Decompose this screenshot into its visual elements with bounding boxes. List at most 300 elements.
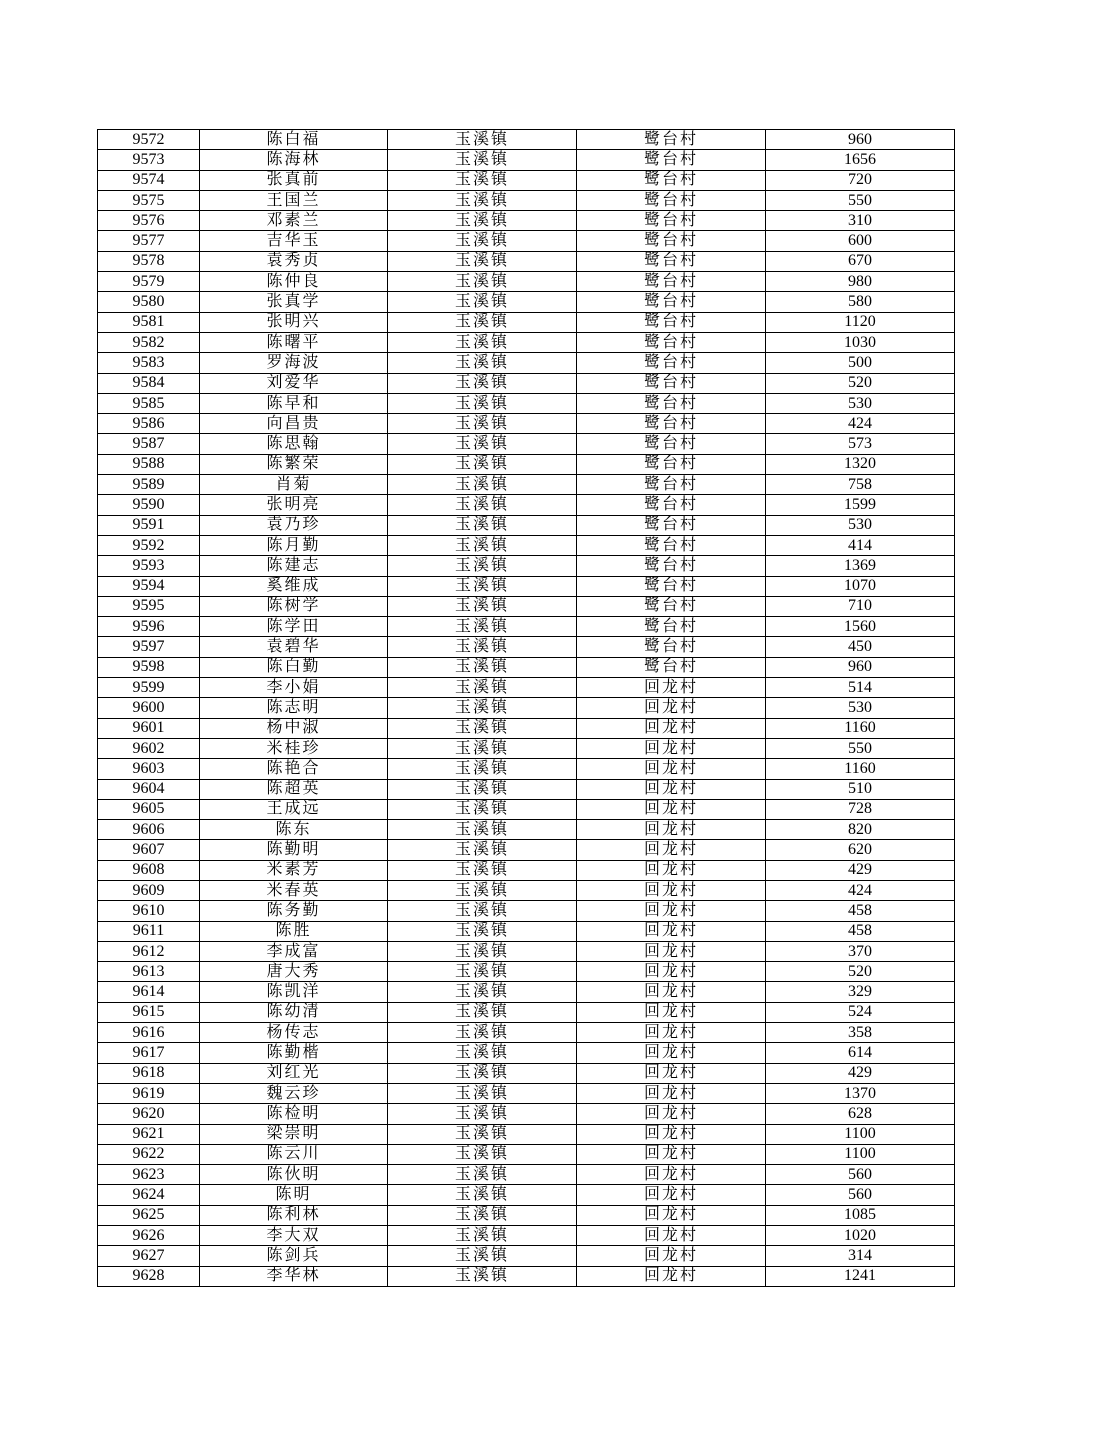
amount-cell: 510: [766, 779, 955, 799]
amount-cell: 520: [766, 962, 955, 982]
village-cell: 回龙村: [577, 799, 766, 819]
village-cell: 鹭台村: [577, 434, 766, 454]
table-row: [98, 312, 955, 332]
village-cell: 鹭台村: [577, 353, 766, 373]
name-cell: 肖菊: [200, 475, 388, 495]
amount-cell: 1100: [766, 1144, 955, 1164]
village-cell: 鹭台村: [577, 475, 766, 495]
town-cell: 玉溪镇: [388, 556, 577, 576]
town-cell: 玉溪镇: [388, 678, 577, 698]
table-row: [98, 1063, 955, 1083]
name-cell: 陈树学: [200, 596, 388, 616]
table-row: [98, 515, 955, 535]
amount-cell: 960: [766, 657, 955, 677]
row-number-cell: 9626: [98, 1226, 200, 1246]
table-row: [98, 637, 955, 657]
town-cell: 玉溪镇: [388, 272, 577, 292]
row-number-cell: 9609: [98, 880, 200, 900]
name-cell: 陈勤明: [200, 840, 388, 860]
table-row: [98, 434, 955, 454]
name-cell: 张明亮: [200, 495, 388, 515]
name-cell: 李成富: [200, 941, 388, 961]
table-row: [98, 1185, 955, 1205]
amount-cell: 458: [766, 901, 955, 921]
table-row: [98, 1104, 955, 1124]
town-cell: 玉溪镇: [388, 799, 577, 819]
amount-cell: 524: [766, 1002, 955, 1022]
amount-cell: 1120: [766, 312, 955, 332]
name-cell: 陈早和: [200, 393, 388, 413]
amount-cell: 530: [766, 515, 955, 535]
town-cell: 玉溪镇: [388, 860, 577, 880]
town-cell: 玉溪镇: [388, 353, 577, 373]
name-cell: 李大双: [200, 1226, 388, 1246]
village-cell: 回龙村: [577, 1165, 766, 1185]
name-cell: 李华林: [200, 1266, 388, 1286]
village-cell: 鹭台村: [577, 190, 766, 210]
name-cell: 刘红光: [200, 1063, 388, 1083]
table-row: [98, 860, 955, 880]
amount-cell: 414: [766, 535, 955, 555]
town-cell: 玉溪镇: [388, 759, 577, 779]
row-number-cell: 9627: [98, 1246, 200, 1266]
name-cell: 袁乃珍: [200, 515, 388, 535]
village-cell: 鹭台村: [577, 556, 766, 576]
amount-cell: 500: [766, 353, 955, 373]
table-row: [98, 1124, 955, 1144]
village-cell: 回龙村: [577, 1002, 766, 1022]
row-number-cell: 9623: [98, 1165, 200, 1185]
village-cell: 鹭台村: [577, 332, 766, 352]
amount-cell: 424: [766, 414, 955, 434]
row-number-cell: 9595: [98, 596, 200, 616]
row-number-cell: 9586: [98, 414, 200, 434]
village-cell: 回龙村: [577, 1144, 766, 1164]
town-cell: 玉溪镇: [388, 941, 577, 961]
table-row: [98, 962, 955, 982]
name-cell: 张明兴: [200, 312, 388, 332]
amount-cell: 310: [766, 211, 955, 231]
row-number-cell: 9579: [98, 272, 200, 292]
table-row: [98, 170, 955, 190]
town-cell: 玉溪镇: [388, 1063, 577, 1083]
name-cell: 陈学田: [200, 617, 388, 637]
name-cell: 王国兰: [200, 190, 388, 210]
amount-cell: 530: [766, 393, 955, 413]
table-row: [98, 617, 955, 637]
village-cell: 鹭台村: [577, 130, 766, 150]
amount-cell: 329: [766, 982, 955, 1002]
town-cell: 玉溪镇: [388, 738, 577, 758]
town-cell: 玉溪镇: [388, 434, 577, 454]
village-cell: 回龙村: [577, 962, 766, 982]
amount-cell: 720: [766, 170, 955, 190]
table-row: [98, 982, 955, 1002]
table-row: [98, 393, 955, 413]
amount-cell: 600: [766, 231, 955, 251]
village-cell: 回龙村: [577, 738, 766, 758]
register-table: [97, 129, 955, 1287]
amount-cell: 1370: [766, 1083, 955, 1103]
village-cell: 鹭台村: [577, 617, 766, 637]
village-cell: 鹭台村: [577, 515, 766, 535]
name-cell: 奚维成: [200, 576, 388, 596]
name-cell: 陈超英: [200, 779, 388, 799]
town-cell: 玉溪镇: [388, 495, 577, 515]
row-number-cell: 9602: [98, 738, 200, 758]
village-cell: 回龙村: [577, 1083, 766, 1103]
town-cell: 玉溪镇: [388, 190, 577, 210]
village-cell: 鹭台村: [577, 272, 766, 292]
row-number-cell: 9621: [98, 1124, 200, 1144]
village-cell: 鹭台村: [577, 637, 766, 657]
amount-cell: 820: [766, 820, 955, 840]
village-cell: 回龙村: [577, 1043, 766, 1063]
row-number-cell: 9584: [98, 373, 200, 393]
village-cell: 鹭台村: [577, 150, 766, 170]
row-number-cell: 9613: [98, 962, 200, 982]
table-row: [98, 1083, 955, 1103]
table-row: [98, 251, 955, 271]
town-cell: 玉溪镇: [388, 454, 577, 474]
town-cell: 玉溪镇: [388, 1266, 577, 1286]
name-cell: 米春英: [200, 880, 388, 900]
village-cell: 回龙村: [577, 921, 766, 941]
table-row: [98, 414, 955, 434]
amount-cell: 980: [766, 272, 955, 292]
village-cell: 鹭台村: [577, 251, 766, 271]
row-number-cell: 9610: [98, 901, 200, 921]
town-cell: 玉溪镇: [388, 170, 577, 190]
name-cell: 陈艳合: [200, 759, 388, 779]
row-number-cell: 9611: [98, 921, 200, 941]
name-cell: 米桂珍: [200, 738, 388, 758]
name-cell: 邓素兰: [200, 211, 388, 231]
table-row: [98, 901, 955, 921]
town-cell: 玉溪镇: [388, 312, 577, 332]
village-cell: 鹭台村: [577, 414, 766, 434]
village-cell: 回龙村: [577, 759, 766, 779]
name-cell: 陈幼清: [200, 1002, 388, 1022]
town-cell: 玉溪镇: [388, 840, 577, 860]
town-cell: 玉溪镇: [388, 211, 577, 231]
row-number-cell: 9598: [98, 657, 200, 677]
amount-cell: 1160: [766, 718, 955, 738]
amount-cell: 1070: [766, 576, 955, 596]
row-number-cell: 9599: [98, 678, 200, 698]
village-cell: 回龙村: [577, 1266, 766, 1286]
amount-cell: 1160: [766, 759, 955, 779]
register-table-body: [98, 130, 955, 1287]
amount-cell: 573: [766, 434, 955, 454]
table-row: [98, 495, 955, 515]
table-row: [98, 332, 955, 352]
town-cell: 玉溪镇: [388, 779, 577, 799]
name-cell: 杨传志: [200, 1023, 388, 1043]
town-cell: 玉溪镇: [388, 1165, 577, 1185]
amount-cell: 710: [766, 596, 955, 616]
name-cell: 陈务勤: [200, 901, 388, 921]
name-cell: 陈胜: [200, 921, 388, 941]
row-number-cell: 9593: [98, 556, 200, 576]
name-cell: 米素芳: [200, 860, 388, 880]
amount-cell: 1030: [766, 332, 955, 352]
amount-cell: 960: [766, 130, 955, 150]
town-cell: 玉溪镇: [388, 962, 577, 982]
town-cell: 玉溪镇: [388, 637, 577, 657]
village-cell: 回龙村: [577, 1023, 766, 1043]
village-cell: 鹭台村: [577, 495, 766, 515]
table-row: [98, 678, 955, 698]
table-row: [98, 1144, 955, 1164]
row-number-cell: 9605: [98, 799, 200, 819]
table-row: [98, 211, 955, 231]
row-number-cell: 9614: [98, 982, 200, 1002]
table-row: [98, 556, 955, 576]
amount-cell: 520: [766, 373, 955, 393]
town-cell: 玉溪镇: [388, 901, 577, 921]
village-cell: 回龙村: [577, 1205, 766, 1225]
name-cell: 陈月勤: [200, 535, 388, 555]
name-cell: 梁崇明: [200, 1124, 388, 1144]
amount-cell: 560: [766, 1185, 955, 1205]
row-number-cell: 9622: [98, 1144, 200, 1164]
table-row: [98, 576, 955, 596]
amount-cell: 370: [766, 941, 955, 961]
town-cell: 玉溪镇: [388, 1246, 577, 1266]
row-number-cell: 9575: [98, 190, 200, 210]
amount-cell: 560: [766, 1165, 955, 1185]
row-number-cell: 9628: [98, 1266, 200, 1286]
town-cell: 玉溪镇: [388, 231, 577, 251]
village-cell: 回龙村: [577, 901, 766, 921]
amount-cell: 424: [766, 880, 955, 900]
row-number-cell: 9597: [98, 637, 200, 657]
village-cell: 鹭台村: [577, 312, 766, 332]
name-cell: 陈建志: [200, 556, 388, 576]
name-cell: 陈白福: [200, 130, 388, 150]
row-number-cell: 9607: [98, 840, 200, 860]
village-cell: 鹭台村: [577, 535, 766, 555]
town-cell: 玉溪镇: [388, 576, 577, 596]
amount-cell: 1241: [766, 1266, 955, 1286]
village-cell: 鹭台村: [577, 170, 766, 190]
table-row: [98, 779, 955, 799]
table-row: [98, 150, 955, 170]
town-cell: 玉溪镇: [388, 251, 577, 271]
name-cell: 向昌贵: [200, 414, 388, 434]
row-number-cell: 9583: [98, 353, 200, 373]
table-row: [98, 1205, 955, 1225]
row-number-cell: 9617: [98, 1043, 200, 1063]
amount-cell: 1100: [766, 1124, 955, 1144]
village-cell: 鹭台村: [577, 211, 766, 231]
table-row: [98, 820, 955, 840]
row-number-cell: 9612: [98, 941, 200, 961]
village-cell: 鹭台村: [577, 657, 766, 677]
name-cell: 陈曙平: [200, 332, 388, 352]
amount-cell: 429: [766, 860, 955, 880]
table-row: [98, 353, 955, 373]
village-cell: 回龙村: [577, 941, 766, 961]
village-cell: 鹭台村: [577, 231, 766, 251]
town-cell: 玉溪镇: [388, 982, 577, 1002]
town-cell: 玉溪镇: [388, 718, 577, 738]
name-cell: 袁碧华: [200, 637, 388, 657]
table-row: [98, 799, 955, 819]
table-row: [98, 1165, 955, 1185]
name-cell: 魏云珍: [200, 1083, 388, 1103]
amount-cell: 429: [766, 1063, 955, 1083]
table-row: [98, 292, 955, 312]
amount-cell: 580: [766, 292, 955, 312]
row-number-cell: 9603: [98, 759, 200, 779]
name-cell: 陈剑兵: [200, 1246, 388, 1266]
amount-cell: 1085: [766, 1205, 955, 1225]
town-cell: 玉溪镇: [388, 373, 577, 393]
name-cell: 陈海林: [200, 150, 388, 170]
town-cell: 玉溪镇: [388, 698, 577, 718]
name-cell: 陈勤楷: [200, 1043, 388, 1063]
town-cell: 玉溪镇: [388, 535, 577, 555]
table-row: [98, 759, 955, 779]
table-row: [98, 454, 955, 474]
row-number-cell: 9580: [98, 292, 200, 312]
village-cell: 回龙村: [577, 1063, 766, 1083]
amount-cell: 728: [766, 799, 955, 819]
row-number-cell: 9574: [98, 170, 200, 190]
table-row: [98, 840, 955, 860]
name-cell: 陈伙明: [200, 1165, 388, 1185]
row-number-cell: 9582: [98, 332, 200, 352]
town-cell: 玉溪镇: [388, 1083, 577, 1103]
row-number-cell: 9620: [98, 1104, 200, 1124]
table-row: [98, 880, 955, 900]
town-cell: 玉溪镇: [388, 292, 577, 312]
table-row: [98, 1246, 955, 1266]
table-row: [98, 718, 955, 738]
village-cell: 回龙村: [577, 779, 766, 799]
name-cell: 李小娟: [200, 678, 388, 698]
table-row: [98, 1002, 955, 1022]
town-cell: 玉溪镇: [388, 820, 577, 840]
town-cell: 玉溪镇: [388, 1205, 577, 1225]
amount-cell: 1320: [766, 454, 955, 474]
village-cell: 回龙村: [577, 718, 766, 738]
village-cell: 回龙村: [577, 1185, 766, 1205]
table-row: [98, 941, 955, 961]
row-number-cell: 9601: [98, 718, 200, 738]
amount-cell: 620: [766, 840, 955, 860]
table-row: [98, 1023, 955, 1043]
name-cell: 张真前: [200, 170, 388, 190]
row-number-cell: 9624: [98, 1185, 200, 1205]
row-number-cell: 9615: [98, 1002, 200, 1022]
amount-cell: 1369: [766, 556, 955, 576]
row-number-cell: 9592: [98, 535, 200, 555]
table-row: [98, 1266, 955, 1286]
village-cell: 回龙村: [577, 820, 766, 840]
village-cell: 鹭台村: [577, 393, 766, 413]
amount-cell: 1599: [766, 495, 955, 515]
amount-cell: 514: [766, 678, 955, 698]
row-number-cell: 9625: [98, 1205, 200, 1225]
table-row: [98, 475, 955, 495]
town-cell: 玉溪镇: [388, 150, 577, 170]
row-number-cell: 9591: [98, 515, 200, 535]
amount-cell: 358: [766, 1023, 955, 1043]
name-cell: 袁秀贞: [200, 251, 388, 271]
table-row: [98, 130, 955, 150]
row-number-cell: 9578: [98, 251, 200, 271]
amount-cell: 758: [766, 475, 955, 495]
table-row: [98, 921, 955, 941]
name-cell: 罗海波: [200, 353, 388, 373]
amount-cell: 1560: [766, 617, 955, 637]
village-cell: 回龙村: [577, 860, 766, 880]
amount-cell: 670: [766, 251, 955, 271]
amount-cell: 458: [766, 921, 955, 941]
name-cell: 张真学: [200, 292, 388, 312]
town-cell: 玉溪镇: [388, 414, 577, 434]
row-number-cell: 9587: [98, 434, 200, 454]
town-cell: 玉溪镇: [388, 1043, 577, 1063]
town-cell: 玉溪镇: [388, 130, 577, 150]
town-cell: 玉溪镇: [388, 1023, 577, 1043]
table-row: [98, 1226, 955, 1246]
town-cell: 玉溪镇: [388, 880, 577, 900]
table-row: [98, 535, 955, 555]
table-row: [98, 373, 955, 393]
row-number-cell: 9596: [98, 617, 200, 637]
name-cell: 陈明: [200, 1185, 388, 1205]
row-number-cell: 9600: [98, 698, 200, 718]
name-cell: 吉华玉: [200, 231, 388, 251]
row-number-cell: 9572: [98, 130, 200, 150]
row-number-cell: 9604: [98, 779, 200, 799]
table-row: [98, 738, 955, 758]
village-cell: 回龙村: [577, 880, 766, 900]
village-cell: 回龙村: [577, 840, 766, 860]
town-cell: 玉溪镇: [388, 515, 577, 535]
row-number-cell: 9619: [98, 1083, 200, 1103]
town-cell: 玉溪镇: [388, 332, 577, 352]
village-cell: 回龙村: [577, 698, 766, 718]
name-cell: 杨中淑: [200, 718, 388, 738]
table-row: [98, 657, 955, 677]
row-number-cell: 9573: [98, 150, 200, 170]
town-cell: 玉溪镇: [388, 475, 577, 495]
row-number-cell: 9594: [98, 576, 200, 596]
name-cell: 陈思翰: [200, 434, 388, 454]
town-cell: 玉溪镇: [388, 921, 577, 941]
amount-cell: 450: [766, 637, 955, 657]
name-cell: 陈凯洋: [200, 982, 388, 1002]
table-row: [98, 698, 955, 718]
row-number-cell: 9606: [98, 820, 200, 840]
village-cell: 鹭台村: [577, 596, 766, 616]
village-cell: 回龙村: [577, 1104, 766, 1124]
name-cell: 陈云川: [200, 1144, 388, 1164]
village-cell: 回龙村: [577, 1226, 766, 1246]
name-cell: 陈东: [200, 820, 388, 840]
name-cell: 王成远: [200, 799, 388, 819]
village-cell: 鹭台村: [577, 576, 766, 596]
name-cell: 陈繁荣: [200, 454, 388, 474]
village-cell: 回龙村: [577, 1246, 766, 1266]
town-cell: 玉溪镇: [388, 1002, 577, 1022]
amount-cell: 614: [766, 1043, 955, 1063]
